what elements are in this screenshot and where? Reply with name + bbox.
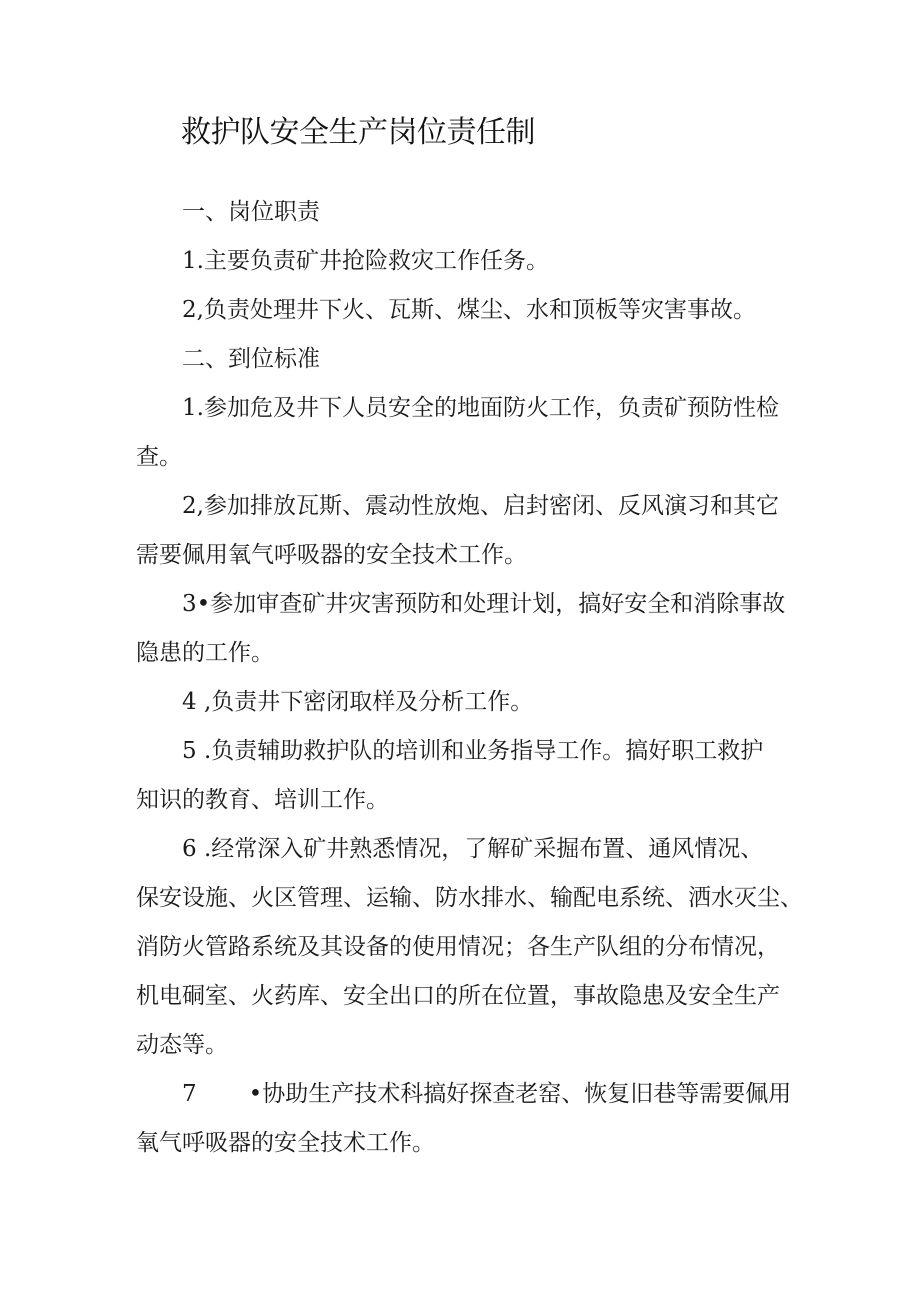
section-heading-duties: 一、岗位职责 <box>182 199 320 225</box>
standard-item-6-line-2: 保安设施、火区管理、运输、防水排水、输配电系统、洒水灭尘、 <box>136 885 803 911</box>
section-heading-standards: 二、到位标准 <box>182 346 320 372</box>
standard-item-6-line-5: 动态等。 <box>136 1032 228 1058</box>
standard-item-7-number: 7 <box>182 1081 197 1107</box>
standard-item-3-line-1: 3•参加审查矿井灾害预防和处理计划，搞好安全和消除事故 <box>182 591 786 617</box>
document-body <box>136 188 806 1168</box>
standard-item-7-text: •协助生产技术科搞好探查老窑、恢复旧巷等需要佩用 <box>248 1081 792 1107</box>
standard-item-7-line-2: 氧气呼吸器的安全技术工作。 <box>136 1130 435 1156</box>
standard-item-5-line-2: 知识的教育、培训工作。 <box>136 787 389 813</box>
duty-item-2: 2,负责处理井下火、瓦斯、煤尘、水和顶板等灾害事故。 <box>182 297 756 323</box>
standard-item-2-line-2: 需要佩用氧气呼吸器的安全技术工作。 <box>136 542 527 568</box>
standard-item-3-line-2: 隐患的工作。 <box>136 640 274 666</box>
duty-item-1: 1.主要负责矿井抢险救灾工作任务。 <box>182 248 549 274</box>
standard-item-1-line-1: 1.参加危及井下人员安全的地面防火工作，负责矿预防性检 <box>182 395 779 421</box>
standard-item-4: 4 ,负责井下密闭取样及分析工作。 <box>182 689 534 715</box>
standard-item-6-line-1: 6 .经常深入矿井熟悉情况，了解矿采掘布置、通风情况、 <box>182 836 764 862</box>
standard-item-6-line-4: 机电硐室、火药库、安全出口的所在位置，事故隐患及安全生产 <box>136 983 780 1009</box>
standard-item-1-line-2: 查。 <box>136 444 182 470</box>
document-title: 救护队安全生产岗位责任制 <box>181 115 535 150</box>
standard-item-2-line-1: 2,参加排放瓦斯、震动性放炮、启封密闭、反风演习和其它 <box>182 493 779 519</box>
standard-item-7-line-1 <box>136 1070 806 1119</box>
standard-item-6-line-3: 消防火管路系统及其设备的使用情况；各生产队组的分布情况， <box>136 934 780 960</box>
standard-item-5-line-1: 5 .负责辅助救护队的培训和业务指导工作。搞好职工救护 <box>182 738 764 764</box>
